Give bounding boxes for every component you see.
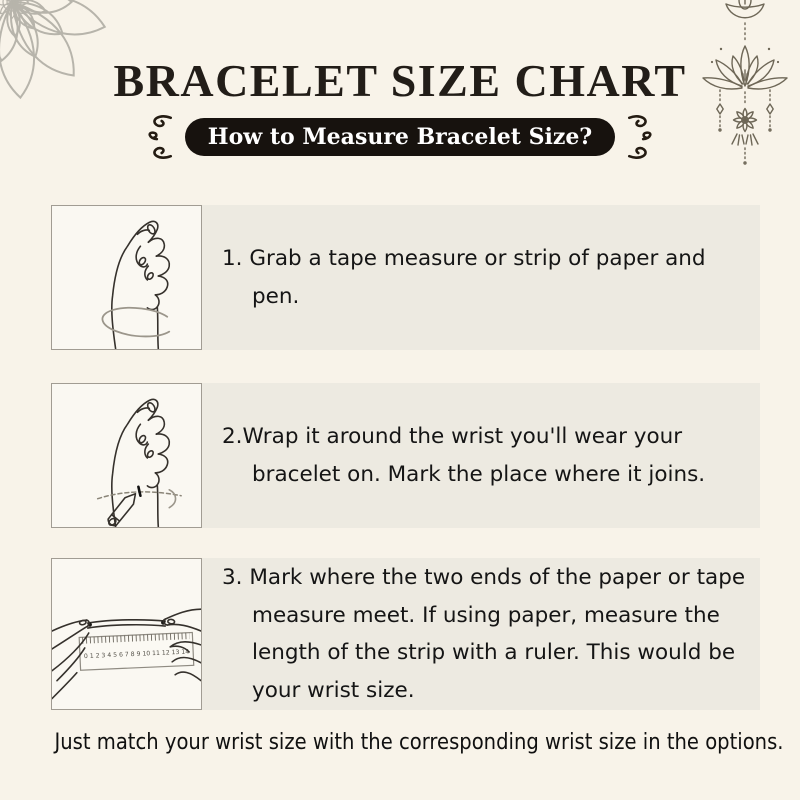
flourish-right-icon (625, 111, 657, 163)
fist-with-marker-pen-illustration (51, 383, 202, 528)
step-row-1 (51, 205, 760, 350)
hands-stretching-strip-over-ruler-illustration (51, 558, 202, 710)
badge-row (0, 110, 800, 164)
step-row-3 (51, 558, 760, 710)
flourish-left-icon (143, 111, 175, 163)
step-1-text: 1. Grab a tape measure or strip of paper and pen. (222, 245, 706, 309)
ruler-numbers: 0 1 2 3 4 5 6 7 8 9 10 11 12 13 14 (83, 648, 190, 661)
step-2-text: 2.Wrap it around the wrist you'll wear your bracelet on. Mark the place where it joins. (222, 423, 706, 487)
badge-pill: How to Measure Bracelet Size? (185, 118, 615, 156)
footer-note-row (0, 729, 800, 755)
step-3-text: 3. Mark where the two ends of the paper or tape measure meet. If using paper, measure the length of the strip with a ruler. This would be your wrist size. (222, 565, 746, 703)
footer-note: Just match your wrist size with the corresponding wrist size in the options. (54, 729, 784, 755)
page-title: BRACELET SIZE CHART (113, 55, 687, 106)
fist-with-tape-loop-illustration (51, 205, 202, 350)
step-row-2 (51, 383, 760, 528)
